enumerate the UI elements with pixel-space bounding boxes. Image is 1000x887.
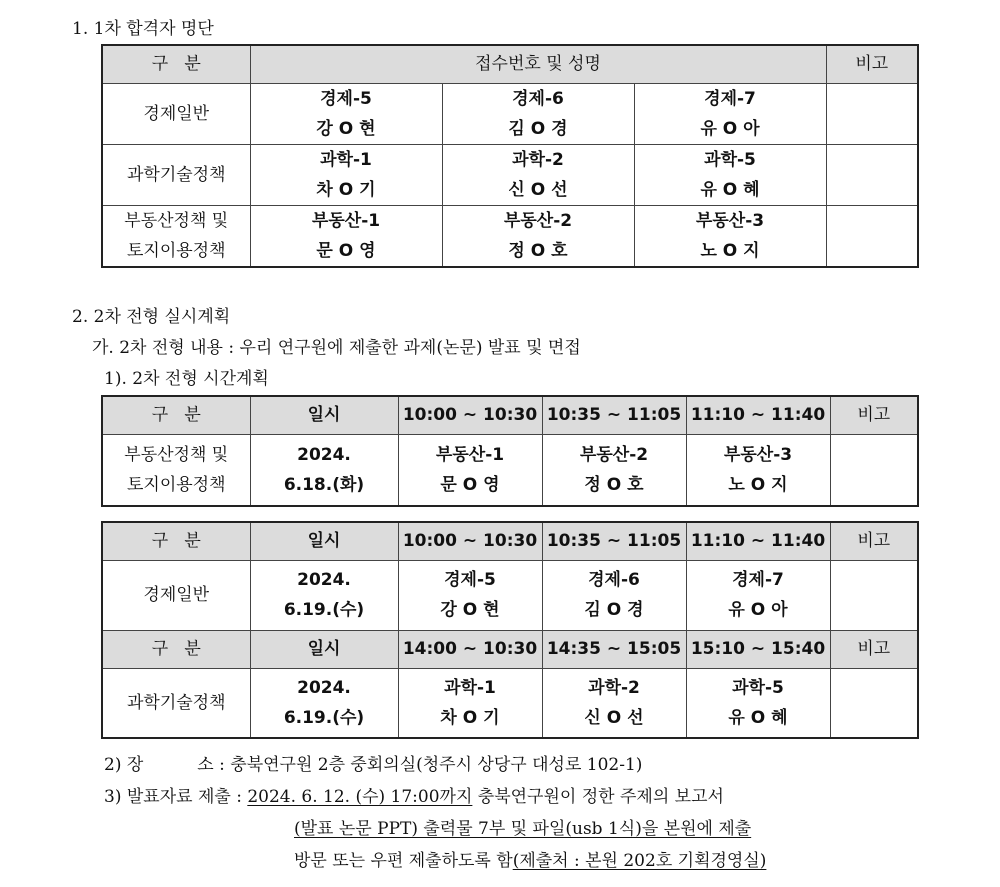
header-time-slot: 10:00 ~ 10:30 <box>398 522 542 560</box>
selection-list-table <box>101 44 919 268</box>
applicant-cell: 과학-2 신 O 선 <box>542 668 686 738</box>
table-header-row <box>102 522 918 560</box>
venue-line <box>104 750 642 775</box>
applicant-cell: 경제-6 김 O 경 <box>442 83 634 144</box>
table-header-row <box>102 630 918 668</box>
applicant-cell: 부동산-3 노 O 지 <box>634 205 826 267</box>
applicant-cell: 경제-5 강 O 현 <box>250 83 442 144</box>
submission-materials: (발표 논문 PPT) 출력물 7부 및 파일(usb 1식)을 본원에 제출 <box>294 819 752 839</box>
date-cell: 2024. 6.19.(수) <box>250 668 398 738</box>
row-category: 경제일반 <box>102 83 250 144</box>
row-category: 과학기술정책 <box>102 668 250 738</box>
header-time-slot: 14:35 ~ 15:05 <box>542 630 686 668</box>
table-header-row <box>102 45 918 83</box>
row-category: 부동산정책 및 토지이용정책 <box>102 434 250 506</box>
header-time-slot: 10:35 ~ 11:05 <box>542 396 686 434</box>
applicant-cell: 경제-7 유 O 아 <box>634 83 826 144</box>
row-category: 부동산정책 및 토지이용정책 <box>102 205 250 267</box>
header-time-slot: 11:10 ~ 11:40 <box>686 396 830 434</box>
header-note: 비고 <box>826 45 918 83</box>
header-note: 비고 <box>830 396 918 434</box>
note-cell <box>830 668 918 738</box>
applicant-cell: 경제-5 강 O 현 <box>398 560 542 630</box>
submission-method: 방문 또는 우편 제출하도록 함 <box>294 851 513 871</box>
header-time-slot: 10:35 ~ 11:05 <box>542 522 686 560</box>
table-header-row <box>102 396 918 434</box>
header-note: 비고 <box>830 522 918 560</box>
applicant-cell: 경제-6 김 O 경 <box>542 560 686 630</box>
submission-line-3 <box>294 846 766 871</box>
header-category: 구 분 <box>102 522 250 560</box>
row-category: 경제일반 <box>102 560 250 630</box>
header-date: 일시 <box>250 522 398 560</box>
applicant-cell: 부동산-2 정 O 호 <box>542 434 686 506</box>
applicant-cell: 과학-5 유 O 혜 <box>686 668 830 738</box>
submission-line <box>104 782 724 807</box>
schedule-table-realestate <box>101 395 919 507</box>
section2-content-line: 가. 2차 전형 내용 : 우리 연구원에 제출한 과제(논문) 발표 및 면접 <box>92 338 581 358</box>
date-cell: 2024. 6.18.(화) <box>250 434 398 506</box>
venue-label: 2) 장 소 : <box>104 755 225 775</box>
header-time-slot: 10:00 ~ 10:30 <box>398 396 542 434</box>
applicant-cell: 부동산-3 노 O 지 <box>686 434 830 506</box>
row-category: 과학기술정책 <box>102 144 250 205</box>
header-applicants: 접수번호 및 성명 <box>250 45 826 83</box>
table-row <box>102 668 918 738</box>
header-date: 일시 <box>250 630 398 668</box>
section2-title: 2. 2차 전형 실시계획 <box>72 307 231 327</box>
schedule-table-economy-science <box>101 521 919 739</box>
table-row <box>102 205 918 267</box>
date-cell: 2024. 6.19.(수) <box>250 560 398 630</box>
applicant-cell: 부동산-1 문 O 영 <box>250 205 442 267</box>
submission-line-2 <box>294 814 751 839</box>
submission-label: 3) 발표자료 제출 : <box>104 787 242 807</box>
submission-deadline: 2024. 6. 12. (수) 17:00까지 <box>247 787 473 807</box>
table-row <box>102 83 918 144</box>
note-cell <box>830 560 918 630</box>
header-time-slot: 11:10 ~ 11:40 <box>686 522 830 560</box>
applicant-cell: 과학-2 신 O 선 <box>442 144 634 205</box>
header-note: 비고 <box>830 630 918 668</box>
note-cell <box>826 205 918 267</box>
applicant-cell: 과학-1 차 O 기 <box>250 144 442 205</box>
submission-destination: (제출처 : 본원 202호 기획경영실) <box>512 851 767 871</box>
header-time-slot: 14:00 ~ 10:30 <box>398 630 542 668</box>
applicant-cell: 과학-1 차 O 기 <box>398 668 542 738</box>
table-row <box>102 434 918 506</box>
section2-schedule-heading: 1). 2차 전형 시간계획 <box>104 369 269 389</box>
header-category: 구 분 <box>102 396 250 434</box>
table-row <box>102 144 918 205</box>
venue-text: 충북연구원 2층 중회의실(청주시 상당구 대성로 102-1) <box>230 755 643 775</box>
header-category: 구 분 <box>102 630 250 668</box>
note-cell <box>830 434 918 506</box>
applicant-cell: 과학-5 유 O 혜 <box>634 144 826 205</box>
submission-text: 충북연구원이 정한 주제의 보고서 <box>472 787 724 807</box>
applicant-cell: 부동산-2 정 O 호 <box>442 205 634 267</box>
note-cell <box>826 144 918 205</box>
note-cell <box>826 83 918 144</box>
applicant-cell: 경제-7 유 O 아 <box>686 560 830 630</box>
header-time-slot: 15:10 ~ 15:40 <box>686 630 830 668</box>
header-category: 구 분 <box>102 45 250 83</box>
header-date: 일시 <box>250 396 398 434</box>
table-row <box>102 560 918 630</box>
section1-title: 1. 1차 합격자 명단 <box>72 19 214 39</box>
applicant-cell: 부동산-1 문 O 영 <box>398 434 542 506</box>
